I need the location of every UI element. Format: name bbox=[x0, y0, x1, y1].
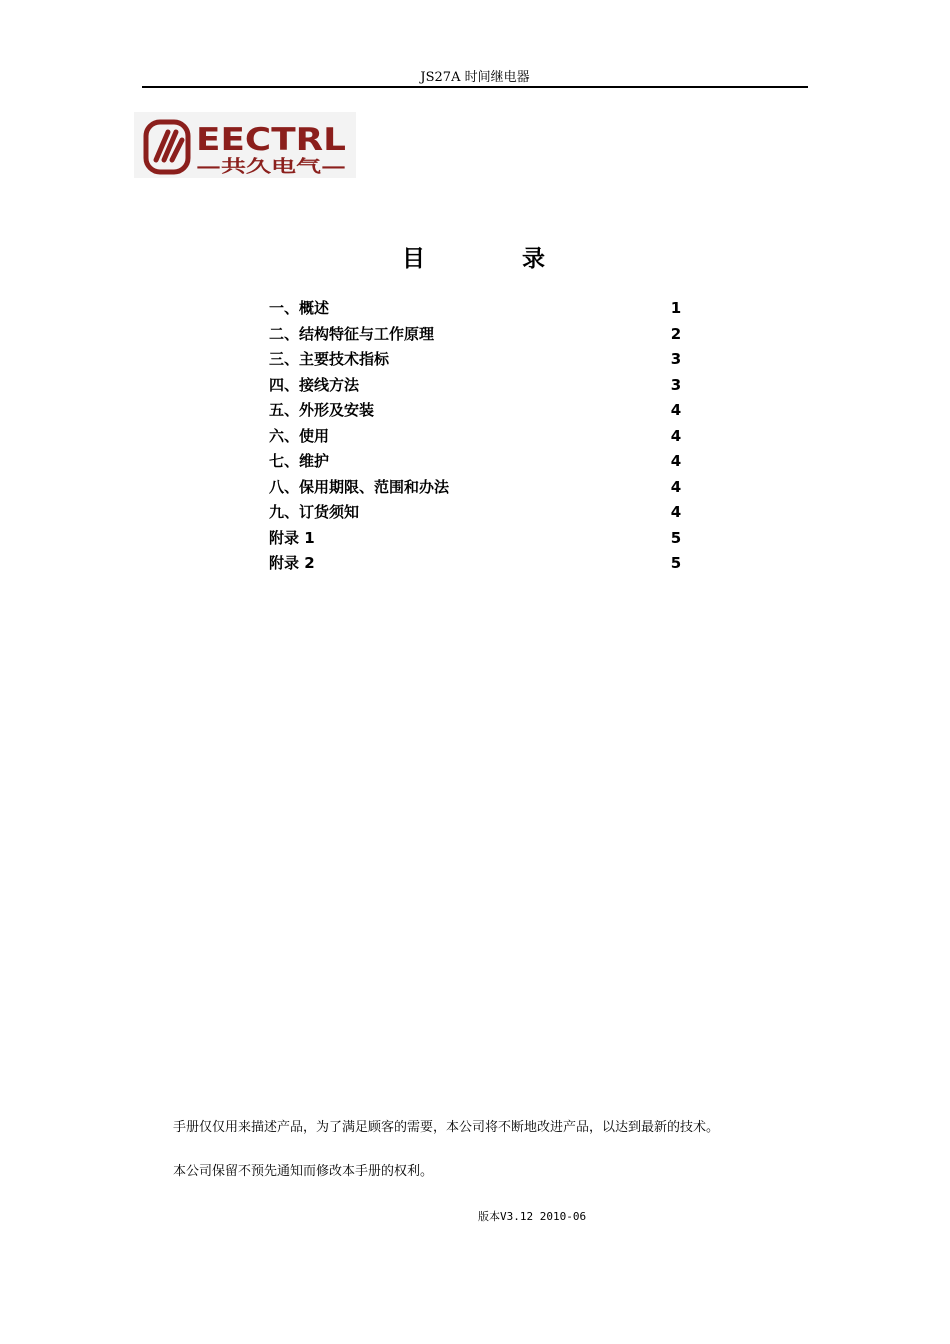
toc-entry-page: 4 bbox=[670, 503, 682, 521]
toc-entry-label: 六、使用 bbox=[269, 426, 330, 445]
toc-entry-page: 3 bbox=[670, 375, 682, 394]
toc-entry-wiring[interactable] bbox=[269, 373, 689, 399]
toc-entry-appendix-2[interactable] bbox=[269, 551, 689, 577]
version-label: 版本V3.12 2010-06 bbox=[478, 1210, 587, 1223]
toc-entry-label: 八、保用期限、范围和办法 bbox=[269, 477, 450, 496]
toc-entry-label: 七、维护 bbox=[269, 452, 330, 470]
logo-subtitle-text: —共久电气— bbox=[196, 157, 298, 177]
toc-entry-label: 二、结构特征与工作原理 bbox=[269, 324, 435, 343]
header-divider bbox=[142, 86, 808, 88]
toc-entry-page: 2 bbox=[670, 324, 682, 343]
toc-title bbox=[402, 240, 552, 272]
toc-entry-appendix-1[interactable] bbox=[269, 526, 689, 552]
logo-emblem-icon bbox=[146, 122, 188, 172]
toc-entry-ordering[interactable] bbox=[269, 500, 689, 526]
table-of-contents bbox=[269, 296, 689, 577]
toc-title-second-char: 录 bbox=[522, 246, 545, 272]
toc-entry-page: 3 bbox=[670, 350, 682, 368]
toc-entry-page: 4 bbox=[670, 452, 682, 470]
toc-entry-specs[interactable] bbox=[269, 347, 689, 373]
toc-entry-label: 五、外形及安装 bbox=[269, 401, 375, 419]
toc-entry-label: 四、接线方法 bbox=[269, 375, 360, 394]
toc-entry-page: 4 bbox=[670, 426, 682, 445]
toc-entry-label: 九、订货须知 bbox=[269, 503, 360, 521]
toc-entry-usage[interactable] bbox=[269, 424, 689, 450]
toc-entry-page: 5 bbox=[670, 528, 682, 547]
toc-entry-label: 附录 1 bbox=[269, 528, 315, 547]
toc-entry-structure[interactable] bbox=[269, 322, 689, 348]
toc-entry-label: 一、概述 bbox=[269, 299, 330, 317]
disclaimer-note: 手册仅仅用来描述产品，为了满足顾客的需要，本公司将不断地改进产品，以达到最新的技术。 bbox=[173, 1120, 720, 1135]
toc-title-first-char: 目 bbox=[402, 246, 425, 272]
rights-note: 本公司保留不预先通知而修改本手册的权利。 bbox=[173, 1164, 434, 1179]
toc-entry-page: 1 bbox=[670, 299, 682, 317]
toc-entry-installation[interactable] bbox=[269, 398, 689, 424]
toc-entry-maintenance[interactable] bbox=[269, 449, 689, 475]
toc-entry-page: 4 bbox=[670, 401, 682, 419]
toc-entry-page: 5 bbox=[670, 554, 682, 572]
toc-entry-label: 三、主要技术指标 bbox=[269, 350, 390, 368]
toc-entry-overview[interactable] bbox=[269, 296, 689, 322]
document-header-title: JS27A 时间继电器 bbox=[420, 70, 530, 85]
toc-entry-page: 4 bbox=[670, 477, 682, 496]
logo-brand-text: EECTRL bbox=[196, 122, 346, 158]
toc-entry-warranty[interactable] bbox=[269, 475, 689, 501]
toc-entry-label: 附录 2 bbox=[269, 554, 315, 572]
company-logo bbox=[134, 112, 356, 178]
